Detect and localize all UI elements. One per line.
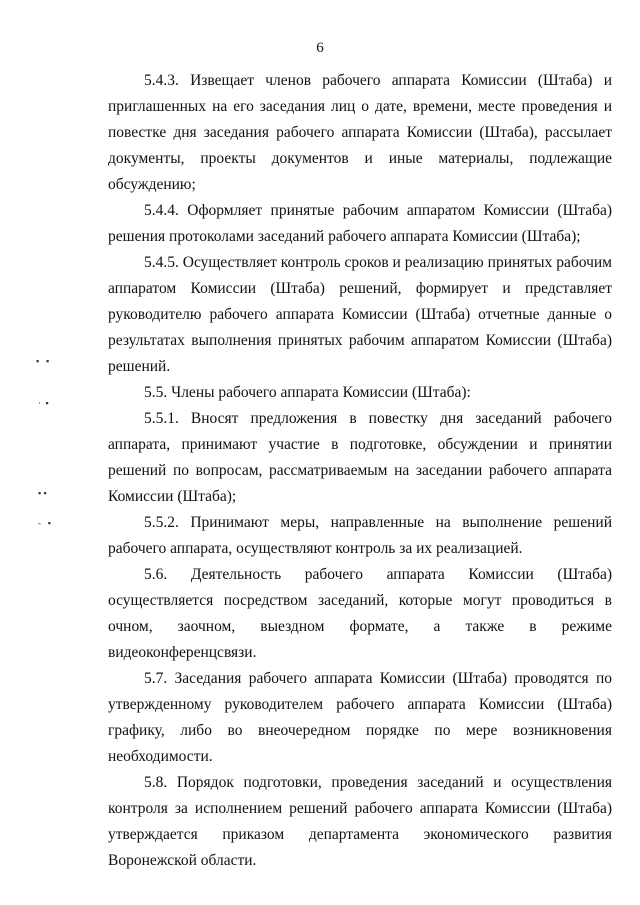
page-number: 6	[316, 40, 324, 56]
paragraph-5-7: 5.7. Заседания рабочего аппарата Комиссии (Штаба) проводятся по утвержденному руководителем рабочего аппарата Комиссии (Штаба) графику, либо во внеочередном порядке по мере возникновения необходимости.	[108, 670, 612, 765]
paragraph-5-4-3: 5.4.3. Извещает членов рабочего аппарата Комиссии (Штаба) и приглашенных на его заседания лиц о дате, времени, месте проведения и повестке дня заседания рабочего аппарата Комиссии (Штаба), рассылает документы, проекты документов и иные материалы, подлежащие обсуждению;	[108, 72, 612, 193]
document-body	[108, 68, 612, 874]
paragraph-5-5-2: 5.5.2. Принимают меры, направленные на выполнение решений рабочего аппарата, осуществляют контроль за их реализацией.	[108, 514, 612, 557]
paragraph-5-5-1: 5.5.1. Вносят предложения в повестку дня заседаний рабочего аппарата, принимают участие в подготовке, обсуждении и принятии решений по вопросам, рассматриваемым на заседании рабочего аппарата Комиссии (Штаба);	[108, 410, 612, 505]
paragraph-5-6: 5.6. Деятельность рабочего аппарата Комиссии (Штаба) осуществляется посредством заседаний, которые могут проводиться в очном, заочном, выездном формате, а также в режиме видеоконференцсвязи.	[108, 566, 612, 661]
paragraph-5-4-5: 5.4.5. Осуществляет контроль сроков и реализацию принятых рабочим аппаратом Комиссии (Штаба) решений, формирует и представляет руководителю рабочего аппарата Комиссии (Штаба) отчетные данные о результатах выполнения принятых рабочим аппаратом Комиссии (Штаба) решений.	[108, 254, 612, 375]
paragraph-5-5: 5.5. Члены рабочего аппарата Комиссии (Штаба):	[144, 384, 471, 401]
paragraph-5-8: 5.8. Порядок подготовки, проведения заседаний и осуществления контроля за исполнением решений рабочего аппарата Комиссии (Штаба) утверждается приказом департамента экономического развития Воронежской области.	[108, 774, 612, 869]
paragraph-5-4-4: 5.4.4. Оформляет принятые рабочим аппаратом Комиссии (Штаба) решения протоколами заседаний рабочего аппарата Комиссии (Штаба);	[108, 202, 612, 245]
